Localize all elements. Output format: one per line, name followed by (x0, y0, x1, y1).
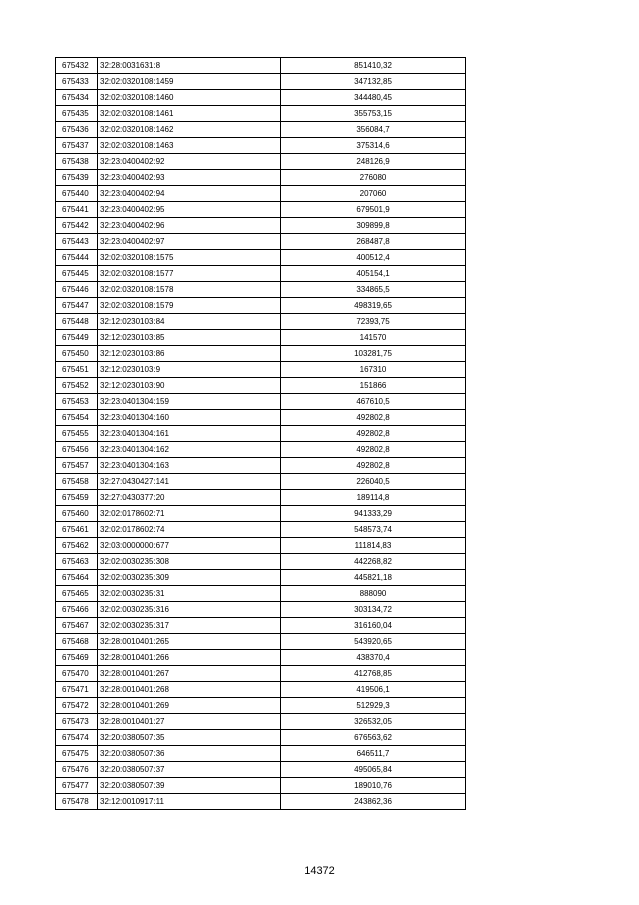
table-row (56, 634, 466, 650)
row-id-cell: 675436 (56, 122, 98, 138)
row-id-cell: 675453 (56, 394, 98, 410)
row-id-cell: 675473 (56, 714, 98, 730)
value-cell: 111814,83 (281, 538, 466, 554)
cadastral-number-cell: 32:23:0401304:162 (98, 442, 281, 458)
cadastral-number-cell: 32:23:0401304:159 (98, 394, 281, 410)
table-row (56, 794, 466, 810)
table-row (56, 378, 466, 394)
row-id-cell: 675462 (56, 538, 98, 554)
table-row (56, 170, 466, 186)
row-id-cell: 675469 (56, 650, 98, 666)
table-row (56, 106, 466, 122)
cadastral-number-cell: 32:28:0010401:268 (98, 682, 281, 698)
cadastral-number-cell: 32:27:0430377:20 (98, 490, 281, 506)
cadastral-number-cell: 32:20:0380507:36 (98, 746, 281, 762)
cadastral-number-cell: 32:02:0320108:1577 (98, 266, 281, 282)
table-row (56, 650, 466, 666)
cadastral-number-cell: 32:12:0230103:9 (98, 362, 281, 378)
table-row (56, 538, 466, 554)
cadastral-number-cell: 32:02:0030235:317 (98, 618, 281, 634)
value-cell: 141570 (281, 330, 466, 346)
table-row (56, 282, 466, 298)
value-cell: 851410,32 (281, 58, 466, 74)
cadastral-number-cell: 32:23:0400402:96 (98, 218, 281, 234)
value-cell: 248126,9 (281, 154, 466, 170)
table-row (56, 218, 466, 234)
value-cell: 442268,82 (281, 554, 466, 570)
table-row (56, 266, 466, 282)
value-cell: 276080 (281, 170, 466, 186)
value-cell: 226040,5 (281, 474, 466, 490)
cadastral-number-cell: 32:02:0320108:1578 (98, 282, 281, 298)
cadastral-number-cell: 32:12:0230103:84 (98, 314, 281, 330)
cadastral-number-cell: 32:28:0010401:266 (98, 650, 281, 666)
row-id-cell: 675464 (56, 570, 98, 586)
value-cell: 189010,76 (281, 778, 466, 794)
table-row (56, 618, 466, 634)
table-row (56, 730, 466, 746)
value-cell: 207060 (281, 186, 466, 202)
value-cell: 189114,8 (281, 490, 466, 506)
value-cell: 151866 (281, 378, 466, 394)
cadastral-number-cell: 32:02:0030235:31 (98, 586, 281, 602)
table-row (56, 442, 466, 458)
table-row (56, 570, 466, 586)
row-id-cell: 675434 (56, 90, 98, 106)
data-table (55, 57, 466, 810)
value-cell: 316160,04 (281, 618, 466, 634)
row-id-cell: 675467 (56, 618, 98, 634)
value-cell: 303134,72 (281, 602, 466, 618)
value-cell: 548573,74 (281, 522, 466, 538)
row-id-cell: 675458 (56, 474, 98, 490)
cadastral-number-cell: 32:23:0401304:161 (98, 426, 281, 442)
value-cell: 679501,9 (281, 202, 466, 218)
value-cell: 492802,8 (281, 442, 466, 458)
cadastral-number-cell: 32:12:0010917:11 (98, 794, 281, 810)
row-id-cell: 675468 (56, 634, 98, 650)
table-row (56, 762, 466, 778)
table-row (56, 154, 466, 170)
table-row (56, 362, 466, 378)
value-cell: 103281,75 (281, 346, 466, 362)
value-cell: 347132,85 (281, 74, 466, 90)
cadastral-number-cell: 32:20:0380507:39 (98, 778, 281, 794)
row-id-cell: 675470 (56, 666, 98, 682)
row-id-cell: 675475 (56, 746, 98, 762)
value-cell: 492802,8 (281, 426, 466, 442)
row-id-cell: 675432 (56, 58, 98, 74)
row-id-cell: 675451 (56, 362, 98, 378)
row-id-cell: 675460 (56, 506, 98, 522)
value-cell: 405154,1 (281, 266, 466, 282)
cadastral-number-cell: 32:03:0000000:677 (98, 538, 281, 554)
table-row (56, 458, 466, 474)
table-row (56, 778, 466, 794)
table-body (56, 58, 466, 810)
cadastral-number-cell: 32:02:0030235:316 (98, 602, 281, 618)
table-row (56, 506, 466, 522)
row-id-cell: 675442 (56, 218, 98, 234)
value-cell: 438370,4 (281, 650, 466, 666)
row-id-cell: 675443 (56, 234, 98, 250)
table-row (56, 330, 466, 346)
row-id-cell: 675465 (56, 586, 98, 602)
row-id-cell: 675476 (56, 762, 98, 778)
table-row (56, 426, 466, 442)
cadastral-number-cell: 32:28:0010401:265 (98, 634, 281, 650)
value-cell: 356084,7 (281, 122, 466, 138)
table-row (56, 186, 466, 202)
table-row (56, 554, 466, 570)
cadastral-number-cell: 32:02:0178602:71 (98, 506, 281, 522)
cadastral-number-cell: 32:23:0400402:94 (98, 186, 281, 202)
row-id-cell: 675456 (56, 442, 98, 458)
row-id-cell: 675439 (56, 170, 98, 186)
row-id-cell: 675463 (56, 554, 98, 570)
row-id-cell: 675472 (56, 698, 98, 714)
table-row (56, 202, 466, 218)
value-cell: 419506,1 (281, 682, 466, 698)
value-cell: 492802,8 (281, 410, 466, 426)
row-id-cell: 675437 (56, 138, 98, 154)
value-cell: 543920,65 (281, 634, 466, 650)
cadastral-number-cell: 32:20:0380507:35 (98, 730, 281, 746)
value-cell: 495065,84 (281, 762, 466, 778)
table-row (56, 314, 466, 330)
table-row (56, 474, 466, 490)
row-id-cell: 675474 (56, 730, 98, 746)
table-row (56, 666, 466, 682)
row-id-cell: 675448 (56, 314, 98, 330)
cadastral-number-cell: 32:28:0010401:27 (98, 714, 281, 730)
cadastral-number-cell: 32:12:0230103:86 (98, 346, 281, 362)
table-row (56, 250, 466, 266)
cadastral-number-cell: 32:02:0320108:1459 (98, 74, 281, 90)
table-row (56, 138, 466, 154)
table-row (56, 698, 466, 714)
cadastral-number-cell: 32:02:0320108:1579 (98, 298, 281, 314)
row-id-cell: 675452 (56, 378, 98, 394)
row-id-cell: 675455 (56, 426, 98, 442)
cadastral-number-cell: 32:02:0320108:1575 (98, 250, 281, 266)
value-cell: 326532,05 (281, 714, 466, 730)
cadastral-number-cell: 32:02:0030235:309 (98, 570, 281, 586)
row-id-cell: 675471 (56, 682, 98, 698)
cadastral-number-cell: 32:23:0400402:95 (98, 202, 281, 218)
value-cell: 268487,8 (281, 234, 466, 250)
cadastral-number-cell: 32:02:0320108:1461 (98, 106, 281, 122)
table-row (56, 234, 466, 250)
table-row (56, 122, 466, 138)
cadastral-number-cell: 32:23:0401304:163 (98, 458, 281, 474)
cadastral-number-cell: 32:02:0320108:1462 (98, 122, 281, 138)
cadastral-number-cell: 32:02:0320108:1460 (98, 90, 281, 106)
row-id-cell: 675435 (56, 106, 98, 122)
row-id-cell: 675454 (56, 410, 98, 426)
row-id-cell: 675446 (56, 282, 98, 298)
table-row (56, 602, 466, 618)
row-id-cell: 675461 (56, 522, 98, 538)
row-id-cell: 675478 (56, 794, 98, 810)
row-id-cell: 675477 (56, 778, 98, 794)
value-cell: 167310 (281, 362, 466, 378)
cadastral-number-cell: 32:02:0320108:1463 (98, 138, 281, 154)
row-id-cell: 675440 (56, 186, 98, 202)
value-cell: 309899,8 (281, 218, 466, 234)
cadastral-number-cell: 32:12:0230103:90 (98, 378, 281, 394)
value-cell: 334865,5 (281, 282, 466, 298)
value-cell: 676563,62 (281, 730, 466, 746)
value-cell: 243862,36 (281, 794, 466, 810)
cadastral-number-cell: 32:12:0230103:85 (98, 330, 281, 346)
table-row (56, 346, 466, 362)
row-id-cell: 675441 (56, 202, 98, 218)
row-id-cell: 675459 (56, 490, 98, 506)
value-cell: 412768,85 (281, 666, 466, 682)
table-row (56, 746, 466, 762)
cadastral-number-cell: 32:02:0030235:308 (98, 554, 281, 570)
cadastral-number-cell: 32:23:0400402:93 (98, 170, 281, 186)
value-cell: 467610,5 (281, 394, 466, 410)
row-id-cell: 675450 (56, 346, 98, 362)
page-number: 14372 (304, 865, 335, 877)
table-row (56, 74, 466, 90)
row-id-cell: 675466 (56, 602, 98, 618)
row-id-cell: 675438 (56, 154, 98, 170)
table-row (56, 522, 466, 538)
value-cell: 512929,3 (281, 698, 466, 714)
cadastral-number-cell: 32:23:0400402:92 (98, 154, 281, 170)
value-cell: 445821,18 (281, 570, 466, 586)
cadastral-number-cell: 32:27:0430427:141 (98, 474, 281, 490)
row-id-cell: 675449 (56, 330, 98, 346)
row-id-cell: 675447 (56, 298, 98, 314)
table-row (56, 714, 466, 730)
cadastral-number-cell: 32:28:0010401:267 (98, 666, 281, 682)
table-row (56, 298, 466, 314)
cadastral-number-cell: 32:28:0031631:8 (98, 58, 281, 74)
value-cell: 355753,15 (281, 106, 466, 122)
table-row (56, 586, 466, 602)
table-row (56, 58, 466, 74)
row-id-cell: 675457 (56, 458, 98, 474)
value-cell: 941333,29 (281, 506, 466, 522)
value-cell: 498319,65 (281, 298, 466, 314)
row-id-cell: 675433 (56, 74, 98, 90)
row-id-cell: 675445 (56, 266, 98, 282)
value-cell: 344480,45 (281, 90, 466, 106)
table-row (56, 394, 466, 410)
cadastral-number-cell: 32:28:0010401:269 (98, 698, 281, 714)
value-cell: 888090 (281, 586, 466, 602)
value-cell: 400512,4 (281, 250, 466, 266)
table-row (56, 90, 466, 106)
value-cell: 492802,8 (281, 458, 466, 474)
cadastral-number-cell: 32:23:0400402:97 (98, 234, 281, 250)
table-row (56, 682, 466, 698)
table-row (56, 410, 466, 426)
table-row (56, 490, 466, 506)
value-cell: 72393,75 (281, 314, 466, 330)
value-cell: 646511,7 (281, 746, 466, 762)
cadastral-number-cell: 32:02:0178602:74 (98, 522, 281, 538)
value-cell: 375314,6 (281, 138, 466, 154)
cadastral-number-cell: 32:23:0401304:160 (98, 410, 281, 426)
row-id-cell: 675444 (56, 250, 98, 266)
cadastral-number-cell: 32:20:0380507:37 (98, 762, 281, 778)
